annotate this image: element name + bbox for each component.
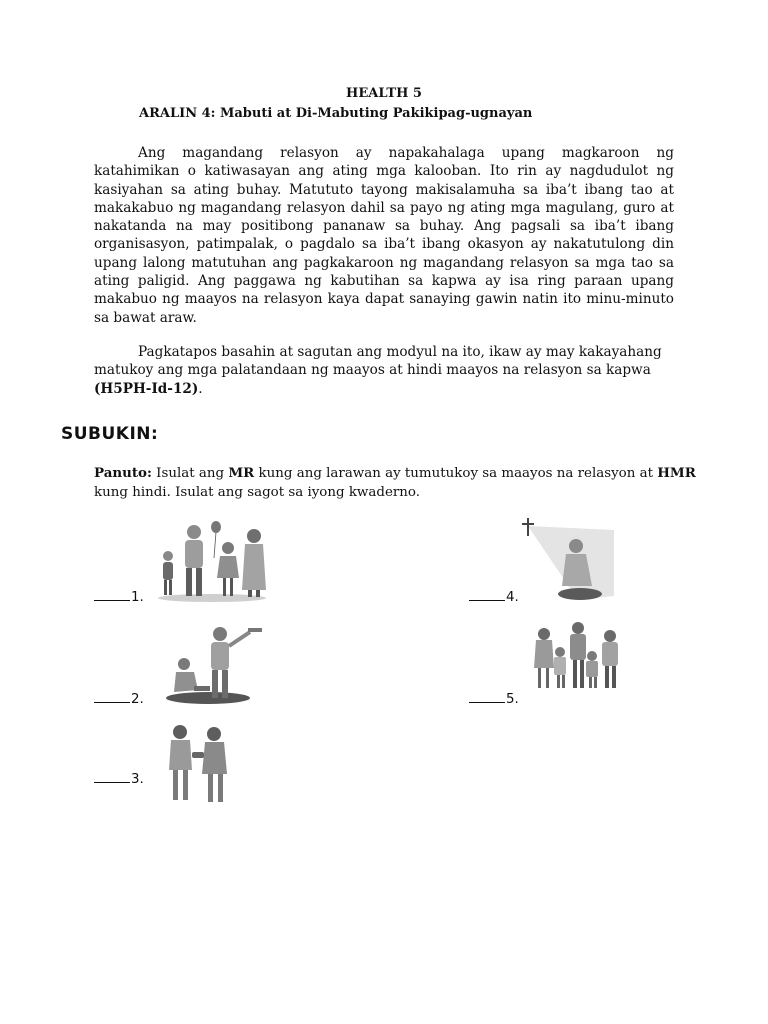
competency-code: (H5PH-Id-12) [94,380,199,397]
answer-blank-4[interactable] [469,588,505,601]
intro-paragraph-1 [94,144,674,327]
item-number-5: 5. [506,692,519,707]
intro-paragraph-1-text: Ang magandang relasyon ay napakahalaga upang magkaroon ng katahimikan o katiwasayan ang ating mga kalooban. Ito rin ay nagdudulot ng kasiyahan sa ating buhay. Matututo tayong makisalamuha sa iba’t ibang tao at makakabuo ng magandang relasyon dahil sa payo ng ating mga magulang, guro at nakatanda na may positibong pananaw sa buhay. Ang pagsali sa iba’t ibang organisasyon, patimpalak, o pagdalo sa iba’t ibang okasyon ay nakatutulong din upang lalong matutuhan ang pagkakaroon ng magandang relasyon sa mga tao sa ating paligid. Ang paggawa ng kabutihan sa kapwa ay isa ring paraan upang makabuo ng maayos na relasyon kaya dapat sanaying gawin natin ito minu-minuto sa bawat araw. [94,145,674,326]
answer-item-4 [469,588,519,605]
answer-blank-1[interactable] [94,588,130,601]
answer-blank-2[interactable] [94,690,130,703]
section-heading: SUBUKIN: [61,424,159,444]
instructions [94,464,714,502]
instructions-text-1: Isulat ang [151,466,229,481]
intro-paragraph-2-end: . [198,380,203,397]
picture-item-3 [164,722,236,806]
subject-title: HEALTH 5 [346,86,422,101]
picture-item-1 [156,518,268,604]
answer-item-3 [94,770,144,787]
answer-item-5 [469,690,519,707]
lesson-title: ARALIN 4: Mabuti at Di-Mabuting Pakikipag-ugnayan [139,106,533,121]
instructions-mr: MR [228,465,255,481]
intro-paragraph-2 [94,343,674,398]
answer-blank-5[interactable] [469,690,505,703]
item-number-1: 1. [131,590,144,605]
item-number-4: 4. [506,590,519,605]
intro-paragraph-2-text: Pagkatapos basahin at sagutan ang modyul na ito, ikaw ay may kakayahang matukoy ang mga palatandaan ng maayos at hindi maayos na relasyon sa kapwa [94,344,662,379]
answer-item-1 [94,588,144,605]
instructions-text-3: kung hindi. Isulat ang sagot sa iyong kwaderno. [94,484,420,500]
answer-item-2 [94,690,144,707]
picture-item-4 [518,516,616,604]
answer-blank-3[interactable] [94,770,130,783]
item-number-2: 2. [131,692,144,707]
instructions-hmr: HMR [657,465,696,481]
item-number-3: 3. [131,772,144,787]
picture-item-2 [164,624,266,706]
picture-item-5 [530,620,624,692]
instructions-label: Panuto: [94,465,152,481]
instructions-text-2: kung ang larawan ay tumutukoy sa maayos na relasyon at [254,466,658,481]
